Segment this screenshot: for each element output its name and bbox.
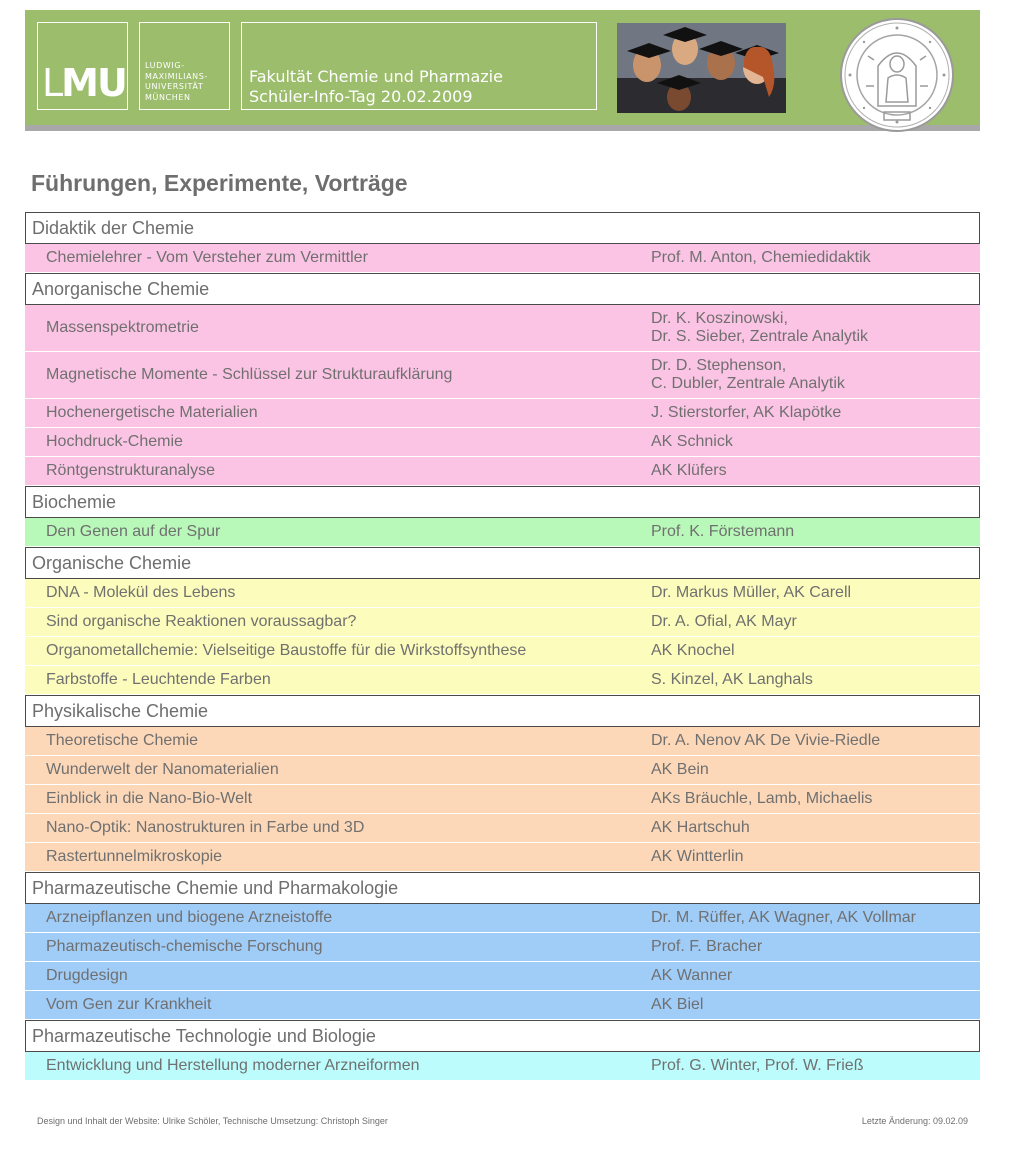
program-row: [25, 428, 980, 457]
section-heading: Biochemie: [25, 486, 980, 518]
speaker-line: Prof. F. Bracher: [651, 938, 763, 955]
footer-last-change: Letzte Änderung: 09.02.09: [861, 1116, 968, 1126]
speaker-line: Dr. M. Rüffer, AK Wagner, AK Vollmar: [651, 909, 916, 926]
event-title: [249, 67, 503, 107]
section-heading: Anorganische Chemie: [25, 273, 980, 305]
program-speaker: [651, 642, 735, 660]
speaker-line: Prof. G. Winter, Prof. W. Frieß: [651, 1057, 864, 1074]
program-topic[interactable]: DNA - Molekül des Lebens: [46, 584, 236, 601]
speaker-line: Prof. K. Förstemann: [651, 523, 795, 540]
section-heading: Physikalische Chemie: [25, 695, 980, 727]
program-topic[interactable]: Chemielehrer - Vom Versteher zum Vermittler: [46, 249, 368, 266]
program-speaker: [651, 584, 851, 602]
faculty-name: Fakultät Chemie und Pharmazie: [249, 67, 503, 86]
program-speaker: [651, 671, 813, 689]
program-speaker: [651, 761, 709, 779]
program-topic[interactable]: Drugdesign: [46, 967, 128, 984]
program-topic[interactable]: Entwicklung und Herstellung moderner Arzneiformen: [46, 1057, 420, 1074]
program-row: [25, 904, 980, 933]
speaker-line: C. Dubler, Zentrale Analytik: [651, 375, 845, 392]
program-speaker: [651, 790, 872, 808]
program-speaker: [651, 909, 916, 927]
speaker-line: AK Klüfers: [651, 462, 727, 479]
program-row: [25, 933, 980, 962]
program-row: [25, 814, 980, 843]
program-topic[interactable]: Massenspektrometrie: [46, 319, 199, 336]
program-row: [25, 962, 980, 991]
speaker-line: AK Biel: [651, 996, 704, 1013]
program-table: [25, 212, 980, 1081]
students-photo: [617, 23, 786, 113]
program-speaker: [651, 819, 750, 837]
speaker-line: AK Schnick: [651, 433, 733, 450]
program-row: [25, 666, 980, 695]
program-topic[interactable]: Magnetische Momente - Schlüssel zur Strukturaufklärung: [46, 366, 453, 383]
program-row: [25, 785, 980, 814]
program-topic[interactable]: Pharmazeutisch-chemische Forschung: [46, 938, 323, 955]
section-heading: Didaktik der Chemie: [25, 212, 980, 244]
program-row: [25, 608, 980, 637]
university-name-box: [139, 22, 230, 110]
header-banner-shadow: [25, 125, 980, 131]
section-heading: Pharmazeutische Chemie und Pharmakologie: [25, 872, 980, 904]
program-speaker: [651, 310, 868, 346]
program-row: [25, 518, 980, 547]
speaker-line: Dr. A. Nenov AK De Vivie-Riedle: [651, 732, 881, 749]
university-seal-icon: [838, 16, 956, 134]
program-speaker: [651, 938, 762, 956]
university-name: LUDWIG- MAXIMILIANS- UNIVERSITÄT MÜNCHEN: [145, 61, 208, 102]
program-row: [25, 457, 980, 486]
program-speaker: [651, 404, 841, 422]
speaker-line: Dr. K. Koszinowski,: [651, 310, 788, 327]
speaker-line: Dr. S. Sieber, Zentrale Analytik: [651, 328, 868, 345]
program-row: [25, 399, 980, 428]
event-title-box: [241, 22, 597, 110]
program-topic[interactable]: Sind organische Reaktionen voraussagbar?: [46, 613, 357, 630]
program-speaker: [651, 433, 733, 451]
program-topic[interactable]: Wunderwelt der Nanomaterialien: [46, 761, 279, 778]
program-row: [25, 991, 980, 1020]
program-topic[interactable]: Einblick in die Nano-Bio-Welt: [46, 790, 253, 807]
speaker-line: S. Kinzel, AK Langhals: [651, 671, 813, 688]
program-row: [25, 756, 980, 785]
program-speaker: [651, 523, 794, 541]
program-topic[interactable]: Arzneipflanzen und biogene Arzneistoffe: [46, 909, 333, 926]
program-speaker: [651, 1057, 863, 1075]
program-topic[interactable]: Vom Gen zur Krankheit: [46, 996, 212, 1013]
program-row: [25, 352, 980, 399]
event-date: Schüler-Info-Tag 20.02.2009: [249, 87, 473, 106]
program-speaker: [651, 996, 703, 1014]
program-speaker: [651, 613, 797, 631]
program-topic[interactable]: Organometallchemie: Vielseitige Baustoffe für die Wirkstoffsynthese: [46, 642, 527, 659]
program-speaker: [651, 462, 727, 480]
header-banner: [25, 10, 980, 131]
speaker-line: AK Hartschuh: [651, 819, 750, 836]
speaker-line: Prof. M. Anton, Chemiedidaktik: [651, 249, 871, 266]
program-topic[interactable]: Den Genen auf der Spur: [46, 523, 221, 540]
page-title: Führungen, Experimente, Vorträge: [31, 170, 408, 196]
program-row: [25, 579, 980, 608]
speaker-line: J. Stierstorfer, AK Klapötke: [651, 404, 842, 421]
footer-credits: Design und Inhalt der Website: Ulrike Schöler, Technische Umsetzung: Christoph Singer: [37, 1116, 388, 1126]
program-row: [25, 727, 980, 756]
speaker-line: AKs Bräuchle, Lamb, Michaelis: [651, 790, 873, 807]
program-speaker: [651, 732, 880, 750]
program-topic[interactable]: Nano-Optik: Nanostrukturen in Farbe und 3D: [46, 819, 365, 836]
program-topic[interactable]: Hochenergetische Materialien: [46, 404, 258, 421]
program-row: [25, 244, 980, 273]
program-topic[interactable]: Theoretische Chemie: [46, 732, 199, 749]
program-speaker: [651, 967, 732, 985]
program-topic[interactable]: Hochdruck-Chemie: [46, 433, 183, 450]
speaker-line: Dr. D. Stephenson,: [651, 357, 787, 374]
speaker-line: AK Knochel: [651, 642, 735, 659]
program-speaker: [651, 249, 871, 267]
program-topic[interactable]: Farbstoffe - Leuchtende Farben: [46, 671, 271, 688]
program-row: [25, 1052, 980, 1081]
program-topic[interactable]: Rastertunnelmikroskopie: [46, 848, 223, 865]
program-speaker: [651, 357, 845, 393]
speaker-line: Dr. Markus Müller, AK Carell: [651, 584, 852, 601]
lmu-logo-text: LMU: [42, 61, 126, 105]
section-heading: Pharmazeutische Technologie und Biologie: [25, 1020, 980, 1052]
program-row: [25, 637, 980, 666]
lmu-logo[interactable]: [37, 22, 128, 110]
program-row: [25, 305, 980, 352]
speaker-line: AK Wanner: [651, 967, 733, 984]
speaker-line: AK Bein: [651, 761, 709, 778]
speaker-line: AK Wintterlin: [651, 848, 744, 865]
speaker-line: Dr. A. Ofial, AK Mayr: [651, 613, 797, 630]
section-heading: Organische Chemie: [25, 547, 980, 579]
program-speaker: [651, 848, 743, 866]
program-topic[interactable]: Röntgenstrukturanalyse: [46, 462, 215, 479]
program-row: [25, 843, 980, 872]
